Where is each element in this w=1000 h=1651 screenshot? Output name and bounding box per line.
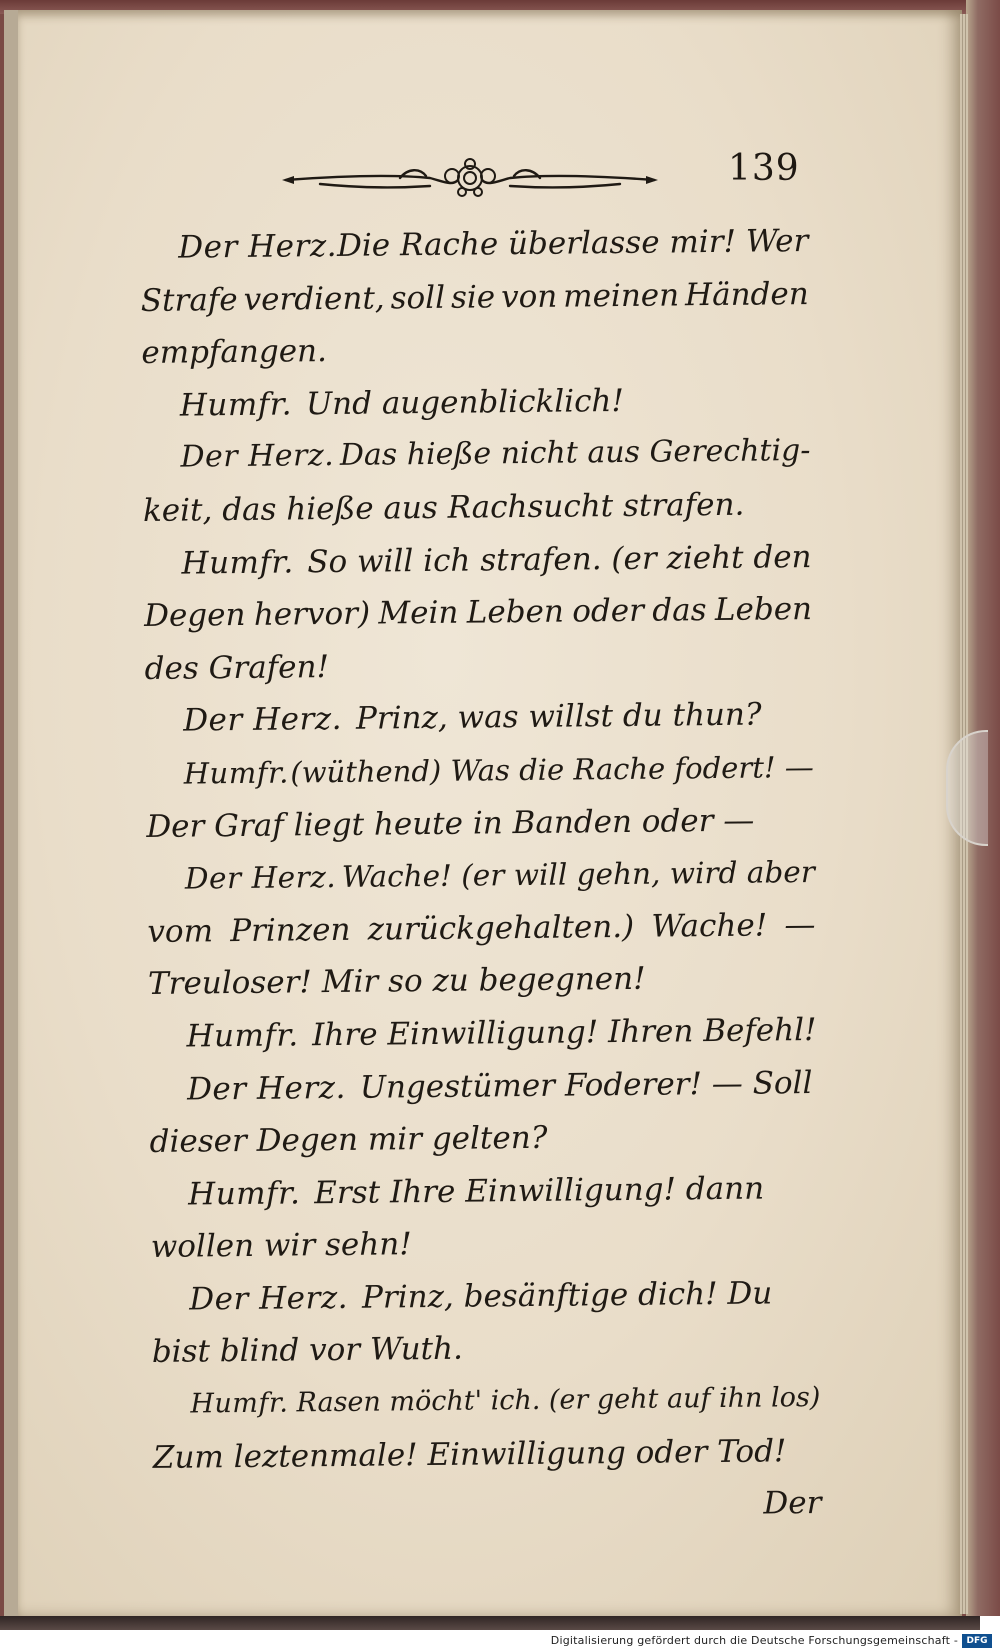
- text-line: [146, 794, 815, 854]
- line-word: hervor): [253, 595, 371, 633]
- ornament-rosette: [445, 159, 495, 196]
- text-line: [150, 1162, 819, 1222]
- footer-band: [0, 1616, 1000, 1651]
- speaker-gap: [292, 378, 307, 431]
- line-word: das: [652, 592, 707, 629]
- speaker-name: Der Herz.: [189, 1279, 349, 1318]
- decorative-ornament: [280, 156, 660, 200]
- line-text: Die Rache überlasse mir! Wer: [336, 223, 809, 264]
- text-line: [152, 1372, 821, 1432]
- text-line: [143, 531, 812, 591]
- line-word: sie: [450, 278, 496, 316]
- line-word: zurückgehalten.): [367, 908, 635, 948]
- dfg-logo: DFG: [962, 1634, 992, 1648]
- line-word: meinen: [563, 276, 680, 315]
- line-text: Der Graf liegt heute in Banden oder —: [146, 802, 755, 845]
- line-text: Das hieße nicht aus Gerechtig-: [339, 433, 811, 474]
- line-text: dieser Degen mir gelten?: [149, 1119, 548, 1161]
- line-text: bist blind vor Wuth.: [151, 1331, 464, 1371]
- text-line: [142, 373, 811, 433]
- line-text: Prinz, was willst du thun?: [355, 696, 762, 738]
- text-line: [144, 636, 813, 696]
- line-text: Ihre Einwilligung! Ihren Befehl!: [311, 1011, 817, 1054]
- text-line: [146, 741, 815, 801]
- line-word: von: [500, 278, 558, 315]
- text-line: [140, 215, 809, 275]
- text-line: [147, 846, 816, 906]
- line-text: (wüthend) Was die Rache fodert! —: [290, 749, 814, 790]
- line-word: verdient,: [243, 280, 385, 318]
- line-word: Händen: [684, 275, 809, 313]
- text-line: [151, 1267, 820, 1327]
- speaker-name: Humfr.: [187, 1175, 301, 1213]
- line-word: Mein: [378, 594, 459, 632]
- line-word: vom: [147, 912, 214, 950]
- speaker-gap: [300, 1167, 315, 1220]
- text-line: [147, 899, 816, 959]
- text-line: [144, 583, 813, 643]
- speaker-name: Der Herz.: [184, 860, 337, 896]
- speaker-name: Humfr.: [179, 386, 293, 424]
- line-text: keit, das hieße aus Rachsucht strafen.: [142, 486, 745, 529]
- line-text: wollen wir sehn!: [150, 1226, 412, 1266]
- line-text: Prinz, besänftige dich! Du: [361, 1275, 773, 1316]
- speaker-name: Humfr.: [186, 1017, 299, 1055]
- speaker-gap: [342, 693, 357, 746]
- speaker-name: Der Herz.: [180, 438, 335, 475]
- line-word: Leben: [466, 593, 565, 631]
- line-text: So will ich strafen. (er zieht den: [307, 538, 812, 580]
- line-text: Treuloser! Mir so zu begegnen!: [147, 961, 646, 1003]
- text-line: [152, 1319, 821, 1379]
- line-text: des Grafen!: [144, 648, 330, 687]
- line-text: Erst Ihre Einwilligung! dann: [314, 1170, 765, 1211]
- text-line: [153, 1425, 822, 1485]
- text-line: [149, 1056, 818, 1116]
- text-line: [148, 951, 817, 1011]
- speaker-name: Humfr.: [190, 1387, 289, 1420]
- speaker-gap: [346, 1061, 361, 1114]
- line-text: Der: [763, 1485, 822, 1522]
- text-line: [141, 268, 810, 328]
- text-line: [143, 478, 812, 538]
- speaker-name: Humfr.: [181, 543, 294, 582]
- line-word: Leben: [714, 591, 813, 629]
- line-word: —: [784, 906, 816, 944]
- line-text: Ungestümer Foderer! — Soll: [359, 1064, 813, 1106]
- speaker-gap: [348, 1272, 363, 1325]
- text-line: [142, 425, 811, 485]
- line-word: soll: [390, 279, 446, 316]
- speaker-name: Der Herz.: [186, 1069, 347, 1108]
- line-word: Prinzen: [230, 911, 351, 949]
- line-text: empfangen.: [141, 333, 328, 372]
- line-text: Und augenblicklich!: [305, 382, 625, 423]
- line-word: Degen: [143, 597, 246, 635]
- line-word: oder: [572, 592, 645, 630]
- digitization-credit: Digitalisierung gefördert durch die Deutsche Forschungsgemeinschaft -: [550, 1634, 958, 1647]
- text-line: [145, 688, 814, 748]
- speaker-name: Der Herz.: [183, 701, 343, 739]
- page-tab-marker: [946, 730, 988, 846]
- text-line: [149, 1109, 818, 1169]
- page-text: [140, 215, 822, 1537]
- text-line: [150, 1214, 819, 1274]
- bottom-shadow: [0, 1616, 980, 1630]
- page-number: 139: [728, 148, 800, 189]
- line-text: Rasen möcht' ich. (er geht auf ihn los): [296, 1382, 821, 1419]
- text-line: [141, 320, 810, 380]
- speaker-gap: [293, 536, 307, 589]
- line-word: Wache!: [651, 907, 768, 945]
- line-word: Strafe: [140, 281, 238, 319]
- text-line: [153, 1477, 822, 1537]
- line-text: Zum leztenmale! Einwilligung oder Tod!: [152, 1432, 787, 1476]
- speaker-name: Humfr.: [183, 755, 290, 791]
- text-line: [148, 1004, 817, 1064]
- line-text: Wache! (er will gehn, wird aber: [341, 855, 816, 895]
- speaker-gap: [298, 1009, 312, 1062]
- speaker-name: Der Herz.: [178, 227, 338, 266]
